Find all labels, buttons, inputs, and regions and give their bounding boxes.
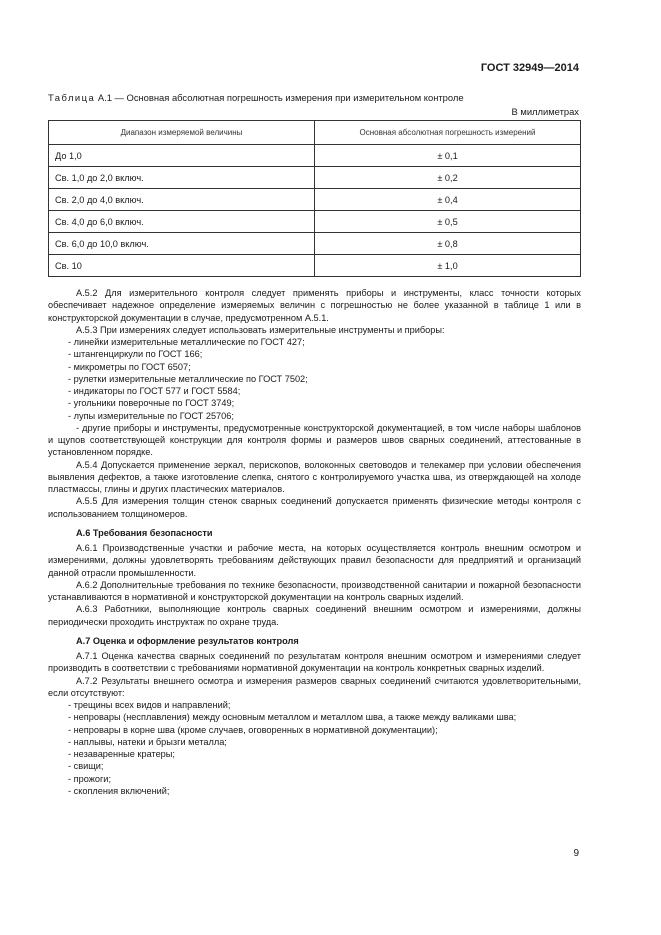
section-heading-a7: А.7 Оценка и оформление результатов контроля xyxy=(76,635,299,646)
table-row xyxy=(49,145,581,167)
paragraph-a6-2: А.6.2 Дополнительные требования по технике безопасности, производственной санитарии и пожарной безопасности устанавливаются в нормативной и конструкторской документации на контроль сварных изделий. xyxy=(48,579,581,602)
error-cell: ± 0,8 xyxy=(315,233,581,255)
paragraph-a7-1: А.7.1 Оценка качества сварных соединений по результатам контроля внешним осмотром и измерениями следует производить в соответствии с требованиями нормативной документации на контроль конкретных сварных изделий. xyxy=(48,651,581,674)
list-item: - лупы измерительные по ГОСТ 25706; xyxy=(68,410,234,421)
paragraph-a5-2: А.5.2 Для измерительного контроля следует применять приборы и инструменты, класс точности которых обеспечивает надежное определение измеряемых величин с погрешностью не более указанной в таблице 1 или в конструкторской документации в случае, предусмотренном А.5.1. xyxy=(48,288,581,323)
table-row xyxy=(49,189,581,211)
section-heading-a6: А.6 Требования безопасности xyxy=(76,527,213,538)
paragraph-a7-2: А.7.2 Результаты внешнего осмотра и измерения размеров сварных соединений считаются удовлетворительными, если отсутствуют: xyxy=(48,675,581,698)
paragraph-a5-5: А.5.5 Для измерения толщин стенок сварных соединений допускается применять физические методы контроля с использованием толщиномеров. xyxy=(48,496,581,519)
table-header-row xyxy=(49,121,581,145)
list-item: - непровары в корне шва (кроме случаев, оговоренных в нормативной документации); xyxy=(68,724,438,735)
table-row xyxy=(49,211,581,233)
table-caption-text: А.1 — Основная абсолютная погрешность измерения при измерительном контроле xyxy=(95,92,464,103)
error-cell: ± 1,0 xyxy=(315,255,581,277)
page-number: 9 xyxy=(573,848,579,859)
range-cell: Св. 1,0 до 2,0 включ. xyxy=(49,167,315,189)
range-cell: Св. 4,0 до 6,0 включ. xyxy=(49,211,315,233)
list-item: - наплывы, натеки и брызги металла; xyxy=(68,736,227,747)
table-units: В миллиметрах xyxy=(511,106,579,117)
list-item: - индикаторы по ГОСТ 577 и ГОСТ 5584; xyxy=(68,386,241,396)
list-item: - скопления включений; xyxy=(68,785,170,796)
range-cell: Св. 2,0 до 4,0 включ. xyxy=(49,189,315,211)
list-item: - свищи; xyxy=(68,761,104,772)
column-header-range: Диапазон измеряемой величины xyxy=(49,121,315,145)
list-item: - штангенциркули по ГОСТ 166; xyxy=(68,349,203,360)
list-item: - непровары (несплавления) между основным металлом и металлом шва, а также между валиками шва; xyxy=(68,712,517,723)
accuracy-table xyxy=(48,120,581,277)
range-cell: Св. 6,0 до 10,0 включ. xyxy=(49,233,315,255)
table-caption xyxy=(48,92,464,103)
error-cell: ± 0,4 xyxy=(315,189,581,211)
error-cell: ± 0,1 xyxy=(315,145,581,167)
column-header-error: Основная абсолютная погрешность измерений xyxy=(315,121,581,145)
error-cell: ± 0,5 xyxy=(315,211,581,233)
list-item-other-tools: - другие приборы и инструменты, предусмотренные конструкторской документацией, в том числе наборы шаблонов и щупов соответствующей конструкции для контроля формы и размеров швов сварных соединений, аттестованные в установленном порядке. xyxy=(48,422,581,458)
list-item: - угольники поверочные по ГОСТ 3749; xyxy=(68,398,235,409)
table-row xyxy=(49,255,581,277)
paragraph-a5-3: А.5.3 При измерениях следует использовать измерительные инструменты и приборы: xyxy=(76,324,445,335)
error-cell: ± 0,2 xyxy=(315,167,581,189)
list-item: - микрометры по ГОСТ 6507; xyxy=(68,361,191,372)
range-cell: До 1,0 xyxy=(49,145,315,167)
paragraph-a6-3: А.6.3 Работники, выполняющие контроль сварных соединений внешним осмотром и измерениями, должны периодически проходить инструктаж по охране труда. xyxy=(48,604,581,627)
standard-code: ГОСТ 32949—2014 xyxy=(480,62,579,74)
list-item: - прожоги; xyxy=(68,773,111,784)
paragraph-a5-4: А.5.4 Допускается применение зеркал, перископов, волоконных световодов и телекамер при условии обеспечения выявления дефектов, а также изготовление слепка, снятого с контролируемого участка шва, из отверждающей на холоде пластмассы, глины и других пластических материалов. xyxy=(48,459,581,494)
table-caption-prefix: Таблица xyxy=(48,92,96,103)
list-item: - трещины всех видов и направлений; xyxy=(68,700,231,710)
list-item: - рулетки измерительные металлические по ГОСТ 7502; xyxy=(68,373,308,384)
body-text xyxy=(48,287,581,797)
range-cell: Св. 10 xyxy=(49,255,315,277)
table-row xyxy=(49,167,581,189)
list-item: - линейки измерительные металлические по ГОСТ 427; xyxy=(68,337,305,347)
table-row xyxy=(49,233,581,255)
list-item: - незаваренные кратеры; xyxy=(68,749,175,759)
paragraph-a6-1: А.6.1 Производственные участки и рабочие места, на которых осуществляется контроль внешним осмотром и измерениями, должны удовлетворять требованиям действующих правил безопасности для предприятий и организаций данной отрасли промышленности. xyxy=(48,543,581,578)
